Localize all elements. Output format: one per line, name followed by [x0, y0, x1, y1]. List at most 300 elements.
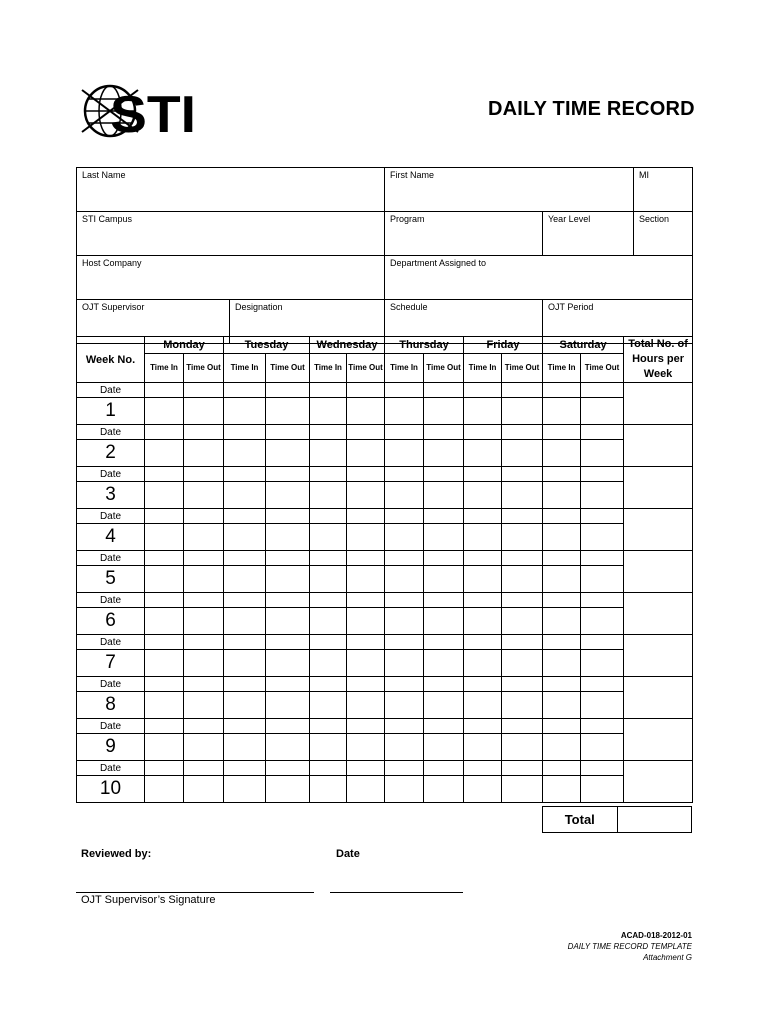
date-cell[interactable] [543, 425, 581, 440]
time-entry-cell[interactable] [145, 440, 184, 467]
time-entry-cell[interactable] [347, 608, 385, 635]
weekly-hours-cell[interactable] [624, 677, 693, 719]
time-entry-cell[interactable] [385, 692, 424, 719]
time-entry-cell[interactable] [266, 566, 310, 593]
date-cell[interactable] [543, 677, 581, 692]
time-entry-cell[interactable] [581, 440, 624, 467]
time-entry-cell[interactable] [543, 524, 581, 551]
time-entry-cell[interactable] [145, 482, 184, 509]
time-entry-cell[interactable] [385, 398, 424, 425]
date-cell[interactable] [385, 677, 424, 692]
date-cell[interactable] [581, 761, 624, 776]
weekly-hours-cell[interactable] [624, 719, 693, 761]
last-name-label: Last Name [82, 170, 126, 180]
date-cell[interactable] [310, 551, 347, 566]
signature-caption: OJT Supervisor’s Signature [81, 894, 216, 906]
date-cell[interactable] [385, 551, 424, 566]
date-cell[interactable] [424, 761, 464, 776]
time-entry-cell[interactable] [424, 650, 464, 677]
date-cell[interactable] [581, 719, 624, 734]
time-in-header-monday: Time In [145, 353, 184, 382]
time-entry-cell[interactable] [385, 608, 424, 635]
date-cell[interactable] [347, 593, 385, 608]
date-cell[interactable] [581, 551, 624, 566]
time-entry-cell[interactable] [347, 482, 385, 509]
date-cell[interactable] [464, 509, 502, 524]
time-entry-cell[interactable] [581, 734, 624, 761]
date-cell[interactable] [543, 761, 581, 776]
date-cell[interactable] [310, 761, 347, 776]
time-entry-cell[interactable] [543, 650, 581, 677]
time-entry-cell[interactable] [581, 608, 624, 635]
first-name-label: First Name [390, 170, 435, 180]
weekly-hours-cell[interactable] [624, 425, 693, 467]
time-entry-cell[interactable] [184, 566, 224, 593]
time-entry-cell[interactable] [310, 650, 347, 677]
date-cell[interactable] [424, 593, 464, 608]
time-entry-cell[interactable] [266, 734, 310, 761]
weekly-hours-cell[interactable] [624, 635, 693, 677]
time-entry-cell[interactable] [581, 398, 624, 425]
date-cell[interactable] [464, 425, 502, 440]
date-cell[interactable] [424, 635, 464, 650]
time-entry-cell[interactable] [347, 398, 385, 425]
date-cell[interactable] [581, 509, 624, 524]
date-cell[interactable] [266, 467, 310, 482]
time-entry-cell[interactable] [184, 608, 224, 635]
weekly-hours-cell[interactable] [624, 467, 693, 509]
date-cell[interactable] [266, 677, 310, 692]
date-cell[interactable] [310, 383, 347, 398]
time-entry-cell[interactable] [502, 650, 543, 677]
date-cell[interactable] [424, 551, 464, 566]
date-row [77, 509, 693, 524]
date-cell[interactable] [266, 761, 310, 776]
time-entry-cell[interactable] [424, 398, 464, 425]
date-cell[interactable] [310, 509, 347, 524]
date-cell[interactable] [310, 593, 347, 608]
section-field[interactable] [634, 212, 693, 256]
time-entry-cell[interactable] [581, 650, 624, 677]
year-level-field[interactable] [543, 212, 634, 256]
date-cell[interactable] [581, 425, 624, 440]
date-cell[interactable] [347, 635, 385, 650]
time-entry-cell[interactable] [581, 524, 624, 551]
date-cell[interactable] [310, 677, 347, 692]
time-entry-cell[interactable] [385, 776, 424, 803]
time-entry-cell[interactable] [502, 734, 543, 761]
time-entry-cell[interactable] [464, 566, 502, 593]
date-cell[interactable] [145, 551, 184, 566]
time-entry-cell[interactable] [464, 608, 502, 635]
time-entry-cell[interactable] [224, 776, 266, 803]
time-entry-cell[interactable] [424, 692, 464, 719]
date-cell[interactable] [464, 551, 502, 566]
time-entry-cell[interactable] [543, 482, 581, 509]
time-entry-cell[interactable] [184, 734, 224, 761]
section-label: Section [639, 214, 670, 224]
time-entry-cell[interactable] [502, 566, 543, 593]
ojt-period-label: OJT Period [548, 302, 594, 312]
time-entry-cell[interactable] [424, 734, 464, 761]
time-entry-cell[interactable] [464, 524, 502, 551]
date-cell[interactable] [347, 761, 385, 776]
date-cell[interactable] [385, 635, 424, 650]
date-cell[interactable] [502, 635, 543, 650]
time-entry-cell[interactable] [347, 440, 385, 467]
date-cell[interactable] [581, 383, 624, 398]
time-entry-cell[interactable] [543, 692, 581, 719]
time-entry-cell[interactable] [502, 440, 543, 467]
date-cell[interactable] [310, 719, 347, 734]
time-entry-cell[interactable] [310, 566, 347, 593]
date-cell[interactable] [224, 383, 266, 398]
date-cell[interactable] [464, 593, 502, 608]
date-cell[interactable] [184, 509, 224, 524]
time-entry-cell[interactable] [347, 692, 385, 719]
time-entry-cell[interactable] [184, 524, 224, 551]
time-entry-cell[interactable] [310, 440, 347, 467]
date-row [77, 761, 693, 776]
time-entry-cell[interactable] [145, 608, 184, 635]
time-entry-cell[interactable] [310, 692, 347, 719]
time-out-header-friday: Time Out [502, 353, 543, 382]
date-cell[interactable] [581, 635, 624, 650]
date-cell[interactable] [347, 677, 385, 692]
time-entry-cell[interactable] [266, 776, 310, 803]
time-entry-cell[interactable] [502, 398, 543, 425]
last-name-field[interactable] [77, 168, 385, 212]
sti-campus-field[interactable] [77, 212, 385, 256]
date-label: Date [77, 635, 145, 650]
time-entry-cell[interactable] [424, 482, 464, 509]
time-entry-cell[interactable] [385, 524, 424, 551]
time-subheader-row [77, 353, 693, 382]
week-number: 10 [77, 776, 145, 803]
time-entry-cell[interactable] [145, 524, 184, 551]
date-cell[interactable] [424, 509, 464, 524]
date-cell[interactable] [581, 677, 624, 692]
date-cell[interactable] [502, 551, 543, 566]
date-cell[interactable] [464, 677, 502, 692]
signature-line[interactable] [76, 892, 314, 893]
time-entry-cell[interactable] [224, 734, 266, 761]
time-entry-cell[interactable] [464, 482, 502, 509]
date-cell[interactable] [502, 425, 543, 440]
date-row [77, 719, 693, 734]
attachment-label: Attachment G [643, 953, 692, 962]
week-number: 5 [77, 566, 145, 593]
time-entry-cell[interactable] [145, 692, 184, 719]
time-entry-cell[interactable] [310, 608, 347, 635]
date-cell[interactable] [145, 383, 184, 398]
date-cell[interactable] [424, 677, 464, 692]
date-cell[interactable] [266, 383, 310, 398]
time-entry-cell[interactable] [266, 692, 310, 719]
date-cell[interactable] [266, 425, 310, 440]
date-cell[interactable] [502, 677, 543, 692]
time-entry-cell[interactable] [424, 566, 464, 593]
time-entry-cell[interactable] [464, 692, 502, 719]
department-field[interactable] [385, 256, 693, 300]
time-entry-cell[interactable] [224, 692, 266, 719]
date-cell[interactable] [266, 551, 310, 566]
date-cell[interactable] [424, 719, 464, 734]
date-cell[interactable] [502, 593, 543, 608]
time-out-header-thursday: Time Out [424, 353, 464, 382]
date-cell[interactable] [347, 719, 385, 734]
date-cell[interactable] [224, 509, 266, 524]
sti-campus-label: STI Campus [82, 214, 133, 224]
date-cell[interactable] [224, 425, 266, 440]
time-in-header-friday: Time In [464, 353, 502, 382]
weekly-hours-cell[interactable] [624, 383, 693, 425]
time-entry-cell[interactable] [310, 482, 347, 509]
date-cell[interactable] [347, 383, 385, 398]
time-entry-cell[interactable] [266, 398, 310, 425]
date-cell[interactable] [310, 467, 347, 482]
date-cell[interactable] [145, 467, 184, 482]
date-cell[interactable] [310, 635, 347, 650]
time-entry-cell[interactable] [224, 650, 266, 677]
day-header-saturday: Saturday [543, 337, 624, 354]
weekly-hours-cell[interactable] [624, 509, 693, 551]
time-entry-cell[interactable] [543, 566, 581, 593]
host-company-field[interactable] [77, 256, 385, 300]
date-cell[interactable] [145, 635, 184, 650]
time-entry-cell[interactable] [347, 650, 385, 677]
date-label: Date [77, 551, 145, 566]
date-cell[interactable] [224, 719, 266, 734]
time-entry-cell[interactable] [581, 566, 624, 593]
time-entry-cell[interactable] [347, 734, 385, 761]
time-entry-cell[interactable] [385, 734, 424, 761]
time-entry-cell[interactable] [347, 524, 385, 551]
date-cell[interactable] [184, 635, 224, 650]
time-entry-cell[interactable] [145, 734, 184, 761]
time-entry-cell[interactable] [184, 482, 224, 509]
date-cell[interactable] [581, 593, 624, 608]
date-cell[interactable] [347, 509, 385, 524]
time-entry-cell[interactable] [464, 776, 502, 803]
date-cell[interactable] [145, 677, 184, 692]
date-cell[interactable] [184, 677, 224, 692]
time-entry-cell[interactable] [184, 398, 224, 425]
time-entry-cell[interactable] [502, 524, 543, 551]
date-label: Date [77, 467, 145, 482]
time-entry-cell[interactable] [184, 440, 224, 467]
time-entry-cell[interactable] [385, 566, 424, 593]
day-header-row [77, 337, 693, 354]
time-entry-cell[interactable] [543, 734, 581, 761]
time-entry-cell[interactable] [347, 776, 385, 803]
date-cell[interactable] [224, 635, 266, 650]
date-cell[interactable] [184, 593, 224, 608]
date-cell[interactable] [385, 593, 424, 608]
signoff-date-line[interactable] [330, 892, 463, 893]
date-row [77, 425, 693, 440]
time-entry-cell[interactable] [184, 650, 224, 677]
time-entry-cell[interactable] [385, 650, 424, 677]
time-entry-cell[interactable] [502, 692, 543, 719]
time-entry-cell[interactable] [581, 482, 624, 509]
date-cell[interactable] [224, 593, 266, 608]
time-entry-cell[interactable] [424, 608, 464, 635]
date-cell[interactable] [385, 509, 424, 524]
time-entry-cell[interactable] [424, 776, 464, 803]
time-entry-cell[interactable] [145, 398, 184, 425]
date-cell[interactable] [502, 467, 543, 482]
mi-field[interactable] [634, 168, 693, 212]
time-entry-cell[interactable] [145, 566, 184, 593]
time-entry-cell[interactable] [502, 608, 543, 635]
time-entry-cell[interactable] [543, 608, 581, 635]
date-cell[interactable] [266, 635, 310, 650]
time-entry-cell[interactable] [145, 776, 184, 803]
time-entry-cell[interactable] [347, 566, 385, 593]
date-cell[interactable] [145, 761, 184, 776]
time-entry-cell[interactable] [310, 524, 347, 551]
date-cell[interactable] [385, 761, 424, 776]
date-cell[interactable] [502, 383, 543, 398]
time-entry-cell[interactable] [224, 608, 266, 635]
weekly-hours-cell[interactable] [624, 593, 693, 635]
date-cell[interactable] [424, 383, 464, 398]
weekly-hours-cell[interactable] [624, 551, 693, 593]
time-entry-cell[interactable] [543, 776, 581, 803]
time-entry-cell[interactable] [581, 776, 624, 803]
time-record-table [76, 336, 693, 803]
time-entry-cell[interactable] [224, 524, 266, 551]
logo-text: STI [110, 86, 196, 142]
date-cell[interactable] [145, 719, 184, 734]
time-out-header-saturday: Time Out [581, 353, 624, 382]
date-cell[interactable] [385, 383, 424, 398]
date-cell[interactable] [184, 383, 224, 398]
department-label: Department Assigned to [390, 258, 487, 268]
date-label: Date [77, 677, 145, 692]
date-cell[interactable] [464, 383, 502, 398]
time-entry-cell[interactable] [266, 608, 310, 635]
date-cell[interactable] [464, 467, 502, 482]
time-entry-cell[interactable] [266, 650, 310, 677]
time-entry-cell[interactable] [266, 440, 310, 467]
date-cell[interactable] [385, 467, 424, 482]
date-cell[interactable] [310, 425, 347, 440]
date-cell[interactable] [543, 383, 581, 398]
program-field[interactable] [385, 212, 543, 256]
time-entry-cell[interactable] [310, 398, 347, 425]
date-cell[interactable] [145, 425, 184, 440]
time-entry-cell[interactable] [464, 440, 502, 467]
date-cell[interactable] [347, 551, 385, 566]
time-entry-cell[interactable] [424, 524, 464, 551]
time-entry-cell[interactable] [224, 440, 266, 467]
time-entry-cell[interactable] [502, 776, 543, 803]
date-cell[interactable] [266, 509, 310, 524]
date-cell[interactable] [347, 467, 385, 482]
date-row [77, 677, 693, 692]
time-entry-cell[interactable] [224, 482, 266, 509]
date-cell[interactable] [543, 551, 581, 566]
weekly-hours-cell[interactable] [624, 761, 693, 803]
time-entry-cell[interactable] [266, 524, 310, 551]
date-cell[interactable] [347, 425, 385, 440]
document-footer [568, 930, 692, 963]
time-entry-cell[interactable] [464, 734, 502, 761]
date-cell[interactable] [543, 635, 581, 650]
date-cell[interactable] [266, 593, 310, 608]
date-cell[interactable] [464, 719, 502, 734]
date-cell[interactable] [224, 551, 266, 566]
date-cell[interactable] [543, 719, 581, 734]
date-cell[interactable] [184, 551, 224, 566]
date-cell[interactable] [581, 467, 624, 482]
week-no-header: Week No. [77, 337, 145, 383]
week-row [77, 524, 693, 551]
ojt-supervisor-label: OJT Supervisor [82, 302, 145, 312]
date-cell[interactable] [184, 719, 224, 734]
time-entry-cell[interactable] [502, 482, 543, 509]
reviewed-by-label: Reviewed by: [81, 848, 152, 860]
date-cell[interactable] [424, 425, 464, 440]
date-cell[interactable] [543, 467, 581, 482]
time-entry-cell[interactable] [224, 566, 266, 593]
time-entry-cell[interactable] [543, 398, 581, 425]
date-cell[interactable] [224, 677, 266, 692]
time-entry-cell[interactable] [184, 692, 224, 719]
date-cell[interactable] [184, 761, 224, 776]
time-entry-cell[interactable] [184, 776, 224, 803]
date-cell[interactable] [543, 509, 581, 524]
date-cell[interactable] [184, 467, 224, 482]
date-cell[interactable] [502, 509, 543, 524]
date-cell[interactable] [224, 761, 266, 776]
date-cell[interactable] [385, 425, 424, 440]
time-entry-cell[interactable] [310, 776, 347, 803]
time-entry-cell[interactable] [385, 440, 424, 467]
date-cell[interactable] [184, 425, 224, 440]
week-row [77, 482, 693, 509]
time-entry-cell[interactable] [424, 440, 464, 467]
date-cell[interactable] [464, 635, 502, 650]
date-cell[interactable] [424, 467, 464, 482]
date-cell[interactable] [464, 761, 502, 776]
time-out-header-wednesday: Time Out [347, 353, 385, 382]
total-hours-cell[interactable] [617, 807, 692, 833]
time-entry-cell[interactable] [464, 398, 502, 425]
date-cell[interactable] [543, 593, 581, 608]
date-cell[interactable] [502, 761, 543, 776]
time-entry-cell[interactable] [224, 398, 266, 425]
first-name-field[interactable] [385, 168, 634, 212]
time-entry-cell[interactable] [145, 650, 184, 677]
time-entry-cell[interactable] [385, 482, 424, 509]
time-entry-cell[interactable] [310, 734, 347, 761]
time-entry-cell[interactable] [266, 482, 310, 509]
time-entry-cell[interactable] [464, 650, 502, 677]
date-cell[interactable] [502, 719, 543, 734]
time-in-header-wednesday: Time In [310, 353, 347, 382]
date-cell[interactable] [145, 509, 184, 524]
sti-logo [80, 80, 198, 142]
time-entry-cell[interactable] [543, 440, 581, 467]
date-cell[interactable] [385, 719, 424, 734]
date-cell[interactable] [145, 593, 184, 608]
time-entry-cell[interactable] [581, 692, 624, 719]
date-cell[interactable] [224, 467, 266, 482]
date-cell[interactable] [266, 719, 310, 734]
